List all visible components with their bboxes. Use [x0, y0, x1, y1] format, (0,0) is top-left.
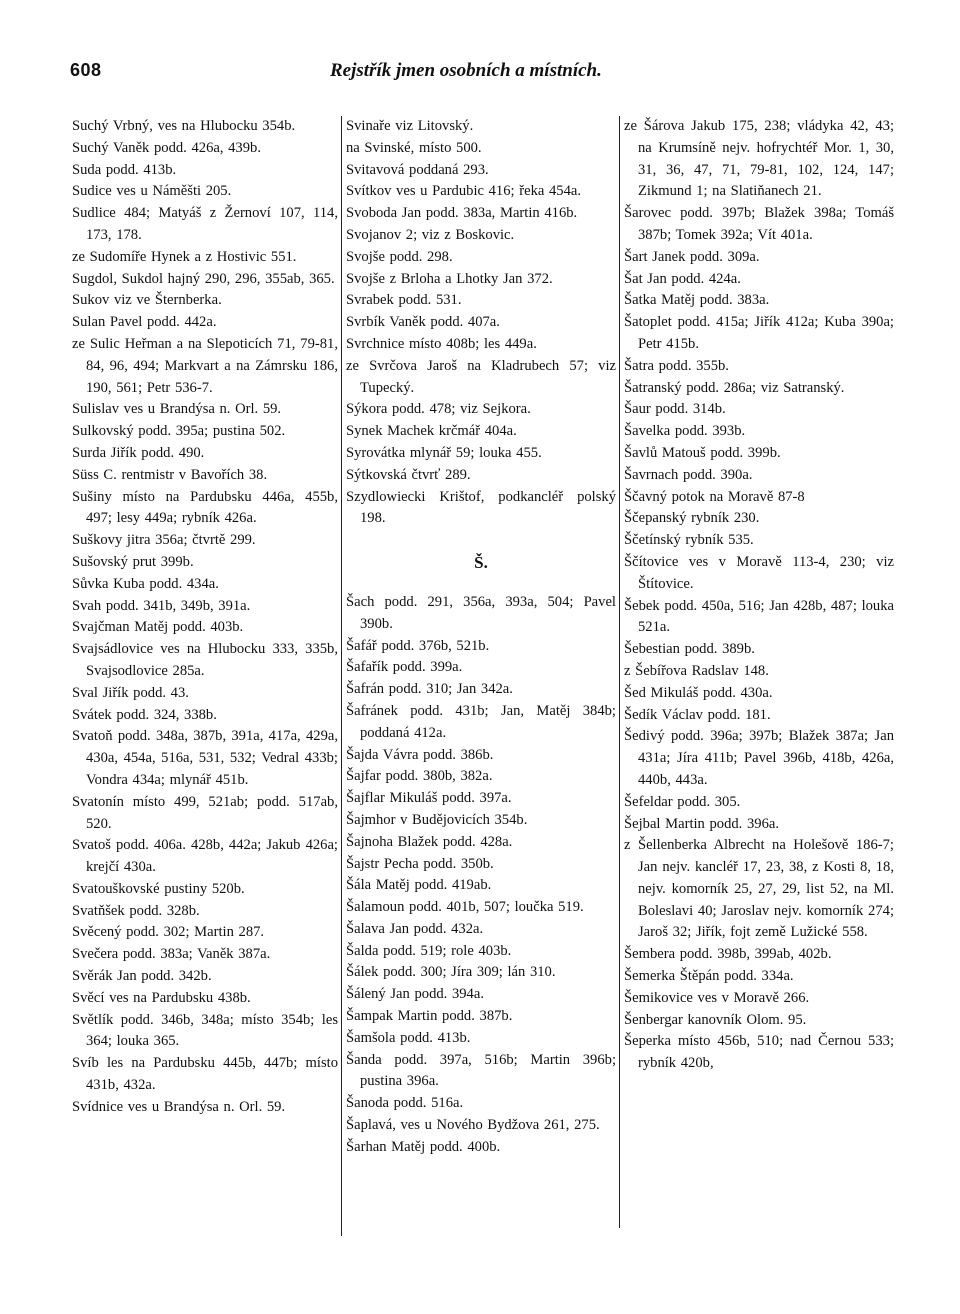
index-entry: ze Šárova Jakub 175, 238; vládyka 42, 43; na Krumsíně nejv. hofrychtéř Mor. 1, 30, 31, 36, 47, 71, 79-81, 102, 124, 147; Zikmund 1; na Slatiňanech 21.: [624, 118, 894, 200]
index-entry: Svatonín místo 499, 521ab; podd. 517ab, 520.: [72, 793, 338, 832]
index-entry: Šafář podd. 376b, 521b.: [346, 637, 490, 654]
index-entry: Šebek podd. 450a, 516; Jan 428b, 487; louka 521a.: [624, 597, 894, 636]
index-entry: ze Sudomíře Hynek a z Hostivic 551.: [72, 248, 297, 265]
index-entry: z Šebířova Radslav 148.: [624, 662, 769, 679]
index-entry: Svítkov ves u Pardubic 416; řeka 454a.: [346, 183, 582, 200]
index-entry: Svojše z Brloha a Lhotky Jan 372.: [346, 270, 553, 287]
index-entry: Svrchnice místo 408b; les 449a.: [346, 335, 537, 352]
column-divider-2: [619, 116, 620, 1228]
index-entry: Šalava Jan podd. 432a.: [346, 920, 484, 937]
index-entry: Svitavová poddaná 293.: [346, 161, 489, 178]
index-entry: Šedivý podd. 396a; 397b; Blažek 387a; Jan 431a; Jíra 411b; Pavel 396b, 418b, 426a, 440b, 443a.: [624, 728, 894, 788]
index-entry: Ščítovice ves v Moravě 113-4, 230; viz Štítovice.: [624, 553, 894, 592]
index-entry: Sýkora podd. 478; viz Sejkora.: [346, 401, 531, 418]
index-entry: Sugdol, Sukdol hajný 290, 296, 355ab, 365.: [72, 270, 335, 287]
index-entry: Svěcený podd. 302; Martin 287.: [72, 924, 265, 941]
index-entry: Šavlů Matouš podd. 399b.: [624, 444, 781, 461]
index-entry: Ščetínský rybník 535.: [624, 532, 754, 549]
index-entry: Šafrán podd. 310; Jan 342a.: [346, 681, 513, 698]
index-entry: Šach podd. 291, 356a, 393a, 504; Pavel 390b.: [346, 593, 616, 632]
index-entry: Svěrák Jan podd. 342b.: [72, 968, 212, 985]
index-entry: Svatoš podd. 406a. 428b, 442a; Jakub 426a; krejčí 430a.: [72, 837, 338, 876]
index-entry: Šálek podd. 300; Jíra 309; lán 310.: [346, 964, 556, 981]
index-entry: Svátek podd. 324, 338b.: [72, 706, 217, 723]
index-entry: Sval Jiřík podd. 43.: [72, 684, 189, 701]
index-entry: Sudlice 484; Matyáš z Žernoví 107, 114, 173, 178.: [72, 205, 338, 243]
index-entry: ze Svrčova Jaroš na Kladrubech 57; viz Tupecký.: [346, 357, 616, 396]
index-entry: Süss C. rentmistr v Bavořích 38.: [72, 466, 268, 483]
index-entry: Svrabek podd. 531.: [346, 292, 462, 309]
index-entry: Suchý Vaněk podd. 426a, 439b.: [72, 139, 261, 156]
index-entry: Šatoplet podd. 415a; Jiřík 412a; Kuba 390a; Petr 415b.: [624, 314, 894, 352]
index-entry: Svinaře viz Litovský.: [346, 118, 474, 134]
index-entry: Sulislav ves u Brandýsa n. Orl. 59.: [72, 401, 282, 418]
index-entry: Šemerka Štěpán podd. 334a.: [624, 968, 794, 985]
index-entry: Sušovský prut 399b.: [72, 553, 194, 570]
index-entry: Sulkovský podd. 395a; pustina 502.: [72, 423, 286, 440]
index-entry: Svajčman Matěj podd. 403b.: [72, 619, 244, 636]
index-entry: Šedík Václav podd. 181.: [624, 706, 771, 723]
index-entry: Sůvka Kuba podd. 434a.: [72, 575, 219, 592]
index-entry: Šatra podd. 355b.: [624, 357, 729, 374]
index-entry: Šajmhor v Budějovicích 354b.: [346, 811, 528, 828]
index-entry: Šart Janek podd. 309a.: [624, 248, 760, 265]
index-entry: Šat Jan podd. 424a.: [624, 270, 741, 287]
running-title: Rejstřík jmen osobních a místních.: [330, 60, 602, 81]
index-entry: Svíb les na Pardubsku 445b, 447b; místo 431b, 432a.: [72, 1055, 338, 1094]
index-entry: Šatka Matěj podd. 383a.: [624, 292, 770, 309]
index-entry: Svatouškovské pustiny 520b.: [72, 880, 245, 897]
index-entry: Svídnice ves u Brandýsa n. Orl. 59.: [72, 1098, 286, 1115]
index-column-1: [72, 116, 338, 1119]
index-entry: Šenbergar kanovník Olom. 95.: [624, 1011, 807, 1028]
index-entry: Suda podd. 413b.: [72, 161, 177, 178]
index-entry: Svojanov 2; viz z Boskovic.: [346, 226, 515, 243]
index-entry: Šavelka podd. 393b.: [624, 423, 746, 440]
page-header: [70, 60, 900, 86]
index-entry: na Svinské, místo 500.: [346, 139, 482, 156]
index-entry: Šafránek podd. 431b; Jan, Matěj 384b; poddaná 412a.: [346, 702, 616, 741]
index-entry: Svatoň podd. 348a, 387b, 391a, 417a, 429a, 430a, 454a, 516a, 531, 532; Vedral 433b; Vondra 434a; mlynář 451b.: [72, 728, 338, 788]
index-entry: Surda Jiřík podd. 490.: [72, 444, 205, 461]
index-entry: Šaplavá, ves u Nového Bydžova 261, 275.: [346, 1117, 600, 1134]
index-entry: Šafařík podd. 399a.: [346, 659, 463, 676]
index-entry: Suchý Vrbný, ves na Hlubocku 354b.: [72, 118, 296, 134]
index-entry: Šalda podd. 519; role 403b.: [346, 942, 512, 959]
index-entry: Šanda podd. 397a, 516b; Martin 396b; pustina 396a.: [346, 1051, 616, 1090]
index-entry: Šajda Vávra podd. 386b.: [346, 746, 494, 763]
index-entry: Suškovy jitra 356a; čtvrtě 299.: [72, 532, 256, 549]
index-entry: Šarhan Matěj podd. 400b.: [346, 1138, 501, 1155]
index-entry: Světlík podd. 346b, 348a; místo 354b; les 364; louka 365.: [72, 1011, 338, 1050]
index-column-2-part-1: [346, 116, 616, 530]
index-entry: Šarovec podd. 397b; Blažek 398a; Tomáš 387b; Tomek 392a; Vít 401a.: [624, 205, 894, 243]
index-entry: z Šellenberka Albrecht na Holešově 186-7; Jan nejv. kancléř 17, 23, 38, z Kosti 8, 18, nejv. komorník 25, 27, 29, list 52, na Ml. Boleslavi 40; Jaroslav nejv. komorník 274; Jaroš 32; Jiřík, fojt země Lužické 558.: [624, 837, 894, 941]
index-entry: Šálený Jan podd. 394a.: [346, 986, 484, 1003]
index-entry: Šampak Martin podd. 387b.: [346, 1008, 513, 1025]
index-entry: Sukov viz ve Šternberka.: [72, 292, 222, 309]
index-entry: Ščepanský rybník 230.: [624, 510, 760, 527]
index-entry: ze Sulic Heřman a na Slepoticích 71, 79-81, 84, 96, 494; Markvart a na Zámrsku 186, 190, 561; Petr 536-7.: [72, 335, 338, 396]
index-entry: Svatňšek podd. 328b.: [72, 902, 200, 919]
index-entry: Šanoda podd. 516a.: [346, 1095, 464, 1112]
index-entry: Šavrnach podd. 390a.: [624, 466, 753, 483]
index-entry: Šembera podd. 398b, 399ab, 402b.: [624, 946, 832, 963]
column-divider-1: [341, 116, 342, 1236]
index-entry: Ščavný potok na Moravě 87-8: [624, 488, 805, 505]
index-entry: Šaur podd. 314b.: [624, 401, 726, 418]
index-entry: Sudice ves u Náměšti 205.: [72, 183, 232, 200]
index-entry: Sulan Pavel podd. 442a.: [72, 314, 217, 331]
index-entry: Svah podd. 341b, 349b, 391a.: [72, 597, 251, 614]
index-entry: Šajflar Mikuláš podd. 397a.: [346, 790, 512, 807]
index-entry: Šajnoha Blažek podd. 428a.: [346, 833, 513, 850]
index-entry: Šamšola podd. 413b.: [346, 1029, 471, 1046]
index-column-2-part-2: [346, 592, 616, 1159]
index-entry: Šeperka místo 456b, 510; nad Černou 533; rybník 420b,: [624, 1033, 894, 1072]
index-entry: Šefeldar podd. 305.: [624, 793, 741, 810]
index-entry: Šajstr Pecha podd. 350b.: [346, 855, 494, 872]
index-entry: Syrovátka mlynář 59; louka 455.: [346, 444, 542, 461]
index-entry: Šála Matěj podd. 419ab.: [346, 877, 492, 894]
page-number: 608: [70, 60, 102, 80]
index-entry: Šalamoun podd. 401b, 507; loučka 519.: [346, 899, 584, 916]
index-entry: Svěcí ves na Pardubsku 438b.: [72, 989, 251, 1006]
index-column-3: [624, 116, 894, 1075]
index-entry: Szydlowiecki Krištof, podkancléř polský 198.: [346, 488, 616, 527]
index-entry: Svrbík Vaněk podd. 407a.: [346, 314, 500, 331]
index-column-2: [346, 116, 616, 1159]
index-entry: Šatranský podd. 286a; viz Satranský.: [624, 379, 845, 396]
index-entry: Sýtkovská čtvrť 289.: [346, 466, 471, 483]
index-entry: Sušiny místo na Pardubsku 446a, 455b, 497; lesy 449a; rybník 426a.: [72, 488, 338, 527]
index-entry: Šajfar podd. 380b, 382a.: [346, 768, 493, 785]
index-entry: Svajsádlovice ves na Hlubocku 333, 335b, Svajsodlovice 285a.: [72, 641, 338, 679]
index-entry: Svoboda Jan podd. 383a, Martin 416b.: [346, 205, 578, 222]
index-entry: Synek Machek krčmář 404a.: [346, 423, 517, 440]
section-heading: Š.: [474, 553, 488, 573]
index-entry: Svojše podd. 298.: [346, 248, 453, 265]
index-entry: Šejbal Martin podd. 396a.: [624, 815, 779, 832]
index-entry: Svečera podd. 383a; Vaněk 387a.: [72, 946, 271, 963]
index-entry: Šed Mikuláš podd. 430a.: [624, 684, 773, 701]
index-entry: Šebestian podd. 389b.: [624, 641, 755, 658]
index-entry: Šemikovice ves v Moravě 266.: [624, 989, 810, 1006]
